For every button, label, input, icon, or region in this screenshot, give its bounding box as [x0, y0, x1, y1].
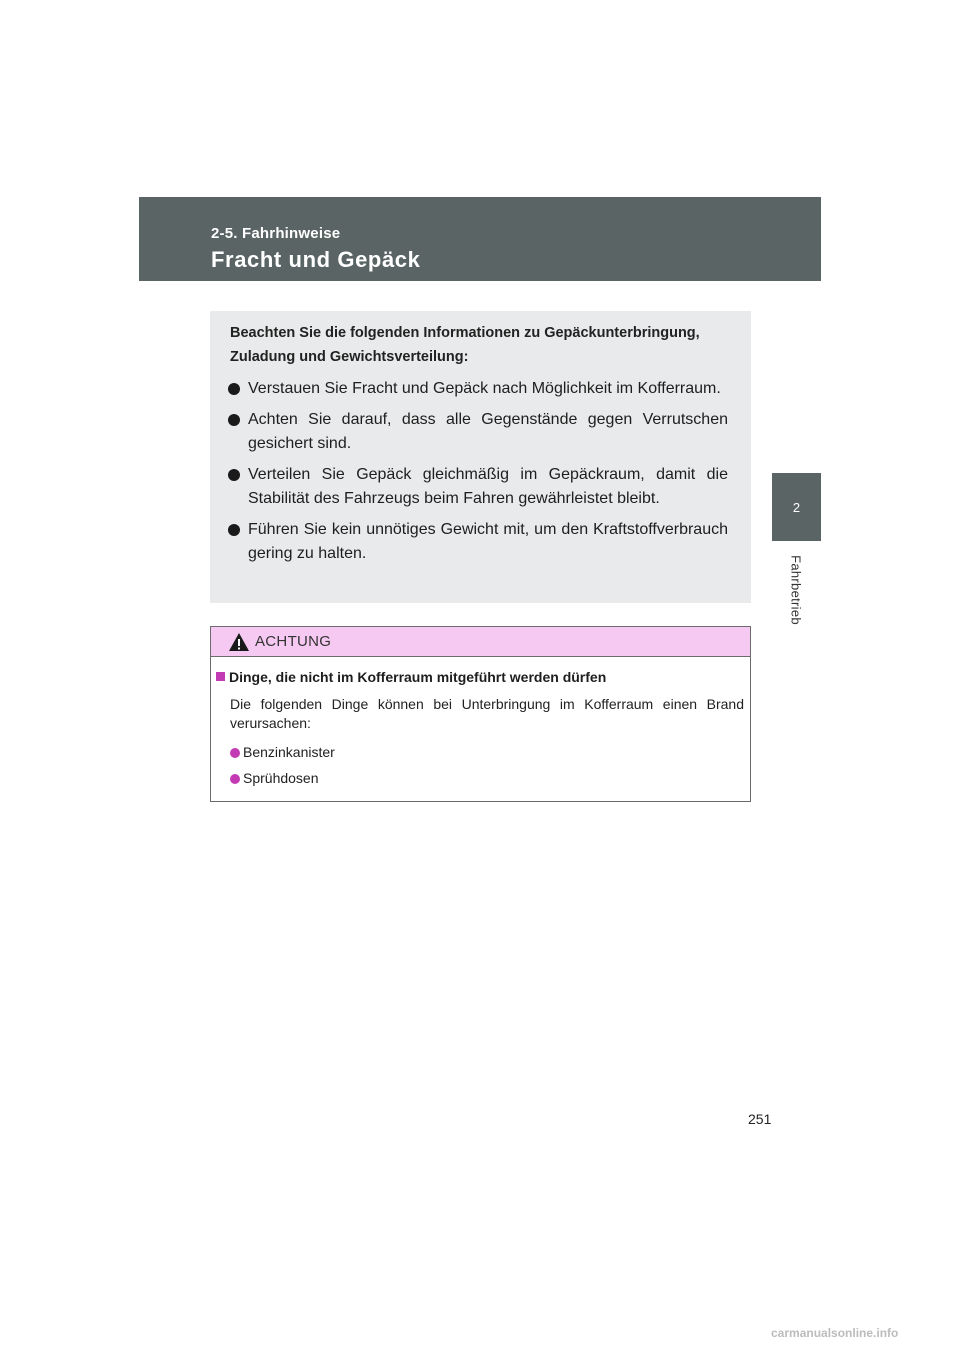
bullet-icon [228, 414, 240, 426]
watermark[interactable]: carmanualsonline.info [771, 1326, 899, 1340]
list-item: Achten Sie darauf, dass alle Gegenstände gegen Verrutschen gesichert sind. [228, 408, 728, 456]
bullet-icon [230, 774, 240, 784]
page-number: 251 [748, 1111, 772, 1127]
list-item: Sprühdosen [230, 765, 335, 791]
warning-description: Die folgenden Dinge können bei Unterbringung im Kofferraum einen Brand verursachen: [230, 696, 744, 731]
info-box [210, 311, 751, 603]
chapter-tab[interactable] [772, 473, 821, 541]
chapter-number: 2 [792, 499, 801, 515]
warning-header [211, 627, 750, 657]
page-title: Fracht und Gepäck [211, 247, 421, 272]
section-label: 2-5. Fahrhinweise [211, 225, 341, 242]
square-bullet-icon [216, 672, 225, 681]
info-intro: Beachten Sie die folgenden Informationen zu Gepäckunterbringung, Zuladung und Gewichtsverteilung: [230, 325, 700, 365]
section-header [139, 197, 821, 281]
warning-triangle-icon [228, 632, 250, 652]
bullet-icon [228, 383, 240, 395]
warning-heading: Dinge, die nicht im Kofferraum mitgeführt werden dürfen [216, 669, 606, 685]
list-item: Führen Sie kein unnötiges Gewicht mit, um den Kraftstoffverbrauch gering zu halten. [228, 518, 728, 566]
bullet-icon [230, 748, 240, 758]
chapter-label: Fahrbetrieb [788, 555, 804, 625]
bullet-icon [228, 524, 240, 536]
warning-list [230, 739, 335, 791]
list-item: Verteilen Sie Gepäck gleichmäßig im Gepäckraum, damit die Stabilität des Fahrzeugs beim Fahren gewährleistet bleibt. [228, 463, 728, 511]
warning-box [210, 626, 751, 802]
warning-label: ACHTUNG [255, 633, 332, 650]
info-list [228, 377, 728, 573]
list-item: Benzinkanister [230, 739, 335, 765]
list-item: Verstauen Sie Fracht und Gepäck nach Möglichkeit im Kofferraum. [228, 377, 728, 401]
bullet-icon [228, 469, 240, 481]
